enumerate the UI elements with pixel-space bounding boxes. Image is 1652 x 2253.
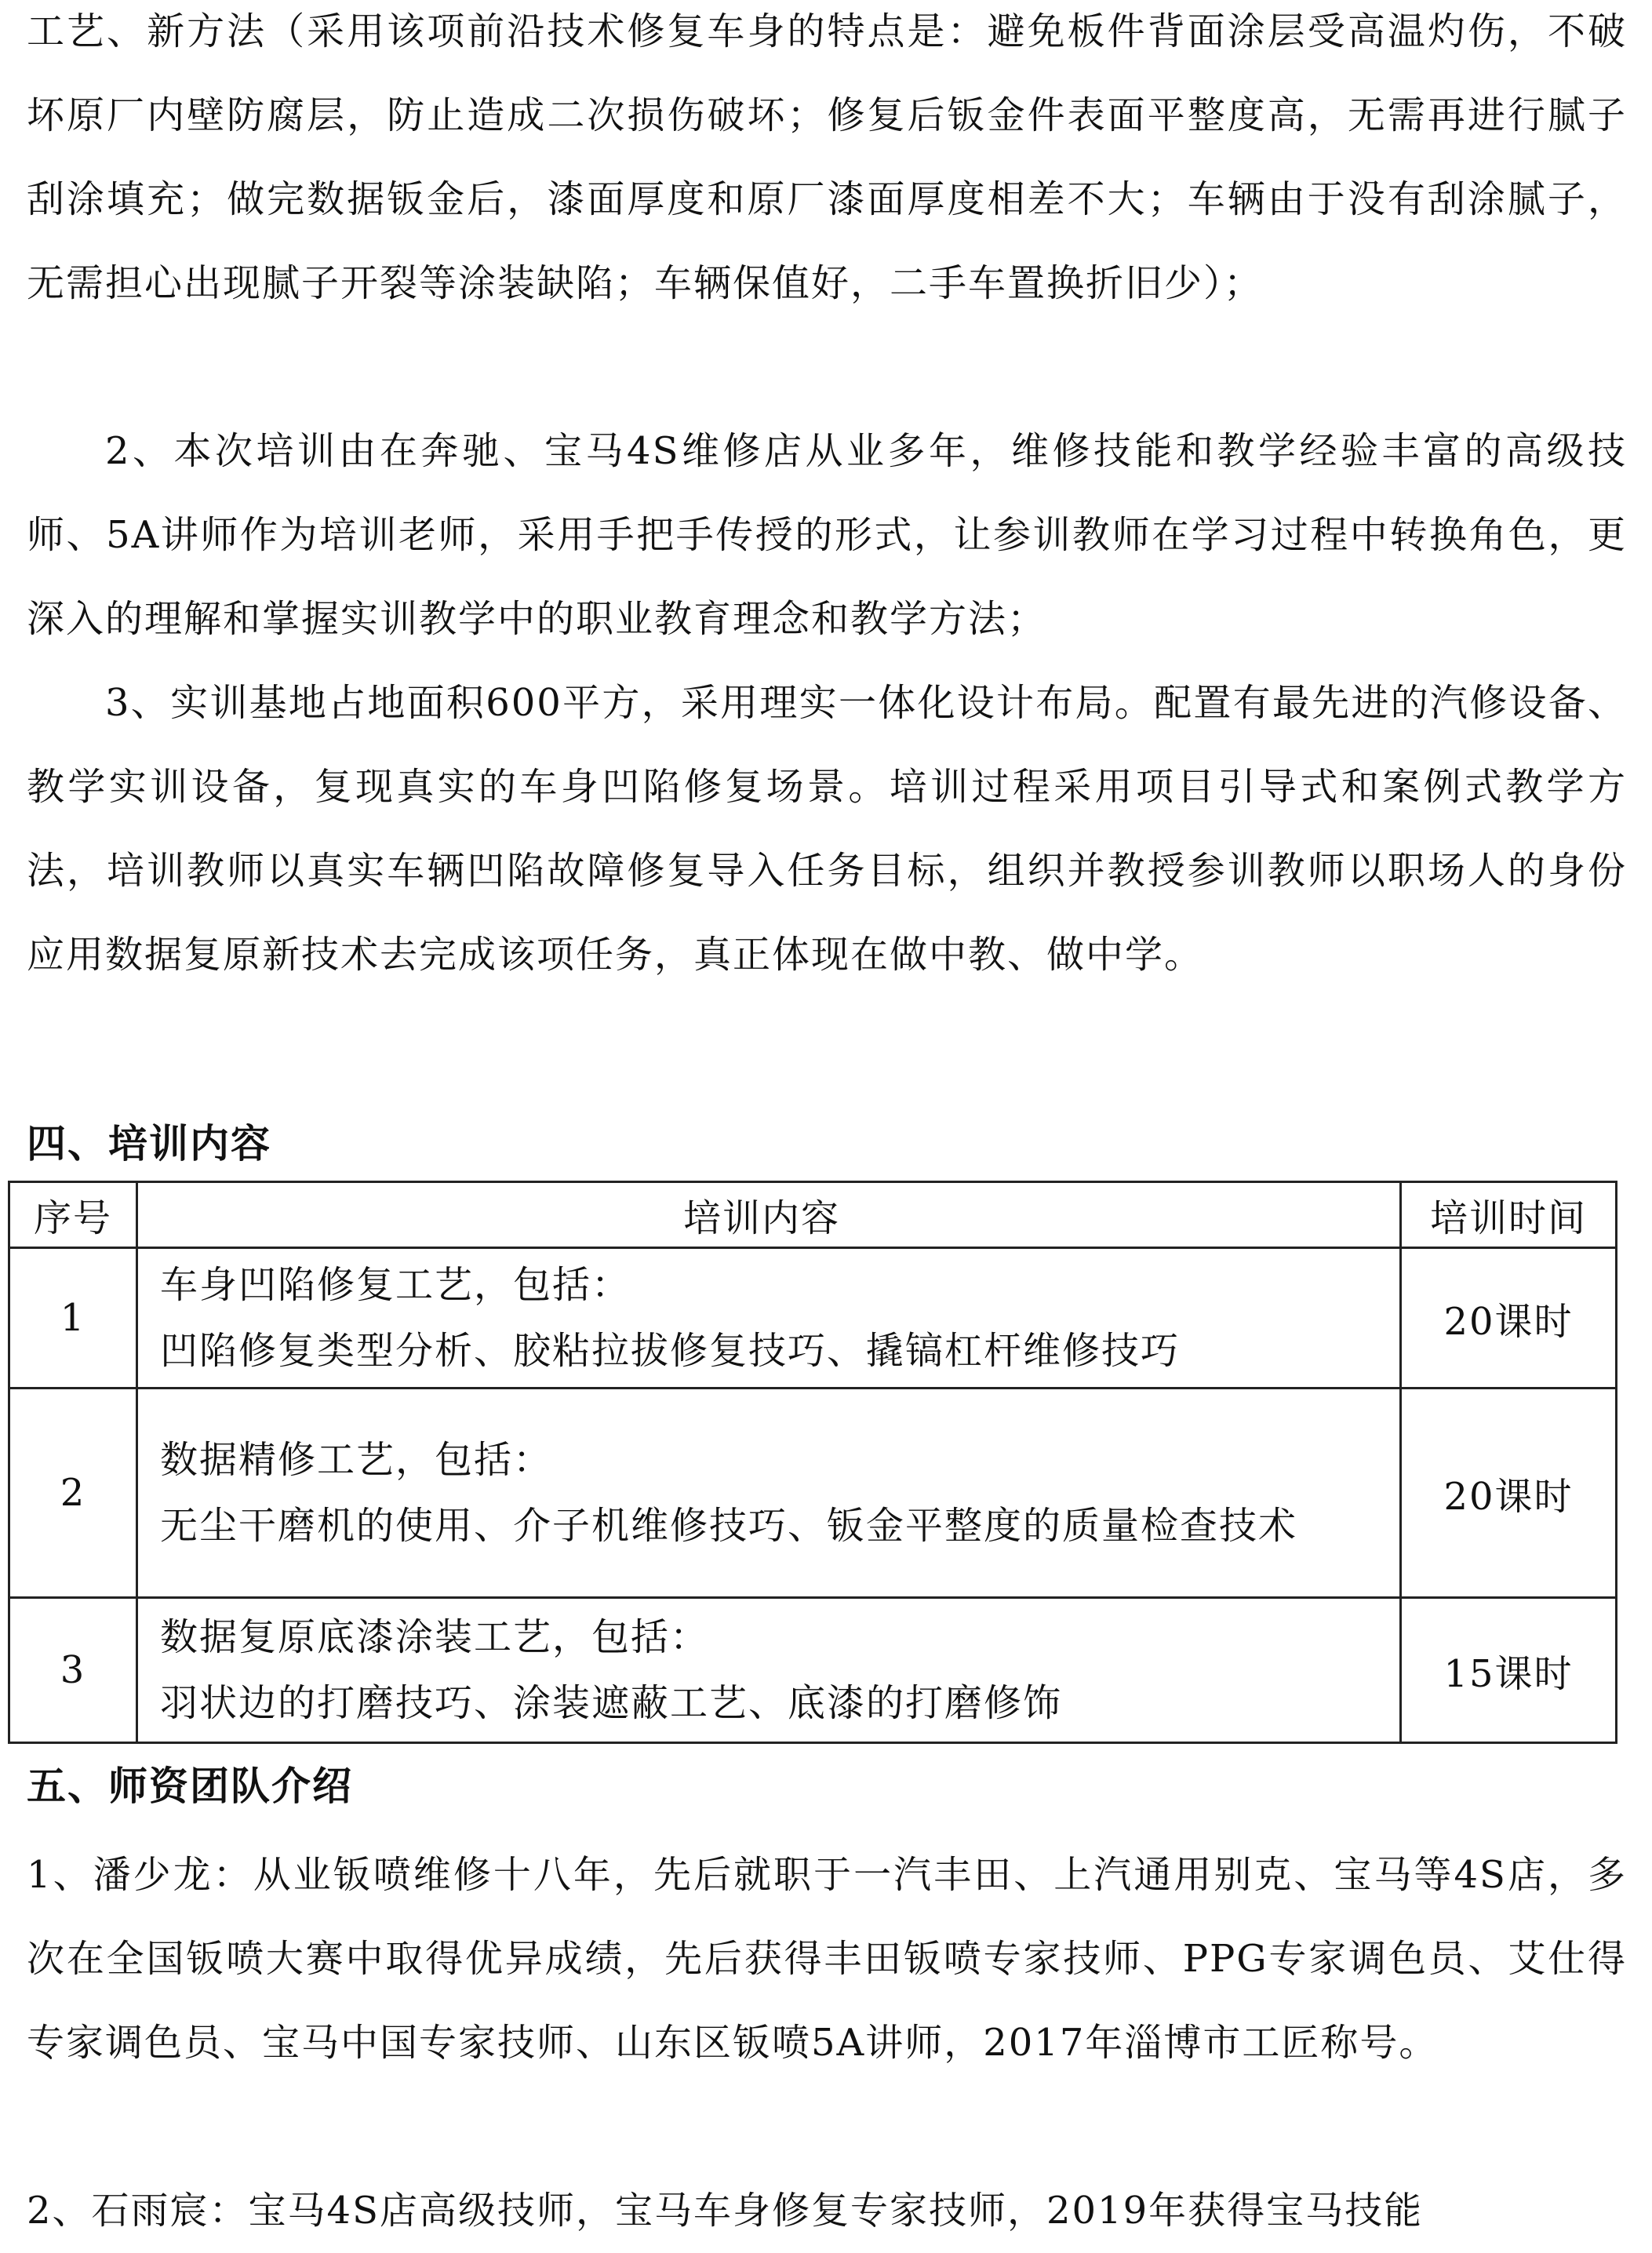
training-content-table: [8, 1181, 1617, 1744]
row-content-title: 车身凹陷修复工艺，包括：: [160, 1263, 631, 1307]
table-row: [9, 1598, 1617, 1743]
section-5-heading: 五、师资团队介绍: [27, 1763, 353, 1809]
row-content-detail: 羽状边的打磨技巧、涂装遮蔽工艺、底漆的打磨修饰: [160, 1681, 1063, 1725]
paragraph-training-base: 3、实训基地占地面积600平方，采用理实一体化设计布局。配置有最先进的汽修设备、教学实训设备，复现真实的车身凹陷修复场景。培训过程采用项目引导式和案例式教学方法，培训教师以真实车辆凹陷故障修复导入任务目标，组织并教授参训教师以职场人的身份应用数据复原新技术去完成该项任务，真正体现在做中教、做中学。: [27, 681, 1627, 977]
row-time: 20课时: [1401, 1248, 1617, 1389]
row-content-title: 数据精修工艺，包括：: [160, 1438, 553, 1482]
row-time: 15课时: [1401, 1598, 1617, 1743]
table-row: [9, 1248, 1617, 1389]
row-content-detail: 无尘干磨机的使用、介子机维修技巧、钣金平整度的质量检查技术: [160, 1504, 1298, 1548]
paragraph-teacher-shi: 2、石雨宸：宝马4S店高级技师，宝马车身修复专家技师，2019年获得宝马技能: [27, 2189, 1424, 2233]
row-time: 20课时: [1401, 1389, 1617, 1598]
row-serial-no: 3: [9, 1598, 137, 1743]
table-header-row: [9, 1182, 1617, 1248]
header-training-time: 培训时间: [1401, 1182, 1617, 1248]
section-4-heading: 四、培训内容: [27, 1121, 271, 1167]
row-serial-no: 1: [9, 1248, 137, 1389]
paragraph-teacher-pan: 1、潘少龙：从业钣喷维修十八年，先后就职于一汽丰田、上汽通用别克、宝马等4S店，多次在全国钣喷大赛中取得优异成绩，先后获得丰田钣喷专家技师、PPG专家调色员、艾仕得专家调色员、宝马中国专家技师、山东区钣喷5A讲师，2017年淄博市工匠称号。: [27, 1853, 1627, 2065]
row-content-title: 数据复原底漆涂装工艺，包括：: [160, 1615, 710, 1659]
row-content: [137, 1598, 1401, 1743]
paragraph-trainers: 2、本次培训由在奔驰、宝马4S维修店从业多年，维修技能和教学经验丰富的高级技师、5A讲师作为培训老师，采用手把手传授的形式，让参训教师在学习过程中转换角色，更深入的理解和掌握实训教学中的职业教育理念和教学方法；: [27, 429, 1627, 641]
row-content: [137, 1248, 1401, 1389]
header-serial-no: 序号: [9, 1182, 137, 1248]
header-training-content: 培训内容: [137, 1182, 1401, 1248]
paragraph-method-features: 工艺、新方法（采用该项前沿技术修复车身的特点是：避免板件背面涂层受高温灼伤，不破坏原厂内壁防腐层，防止造成二次损伤破坏；修复后钣金件表面平整度高，无需再进行腻子刮涂填充；做完数据钣金后，漆面厚度和原厂漆面厚度相差不大；车辆由于没有刮涂腻子，无需担心出现腻子开裂等涂装缺陷；车辆保值好，二手车置换折旧少）；: [27, 9, 1627, 305]
row-content-detail: 凹陷修复类型分析、胶粘拉拔修复技巧、撬镐杠杆维修技巧: [160, 1329, 1181, 1373]
table-row: [9, 1389, 1617, 1598]
row-serial-no: 2: [9, 1389, 137, 1598]
row-content: [137, 1389, 1401, 1598]
